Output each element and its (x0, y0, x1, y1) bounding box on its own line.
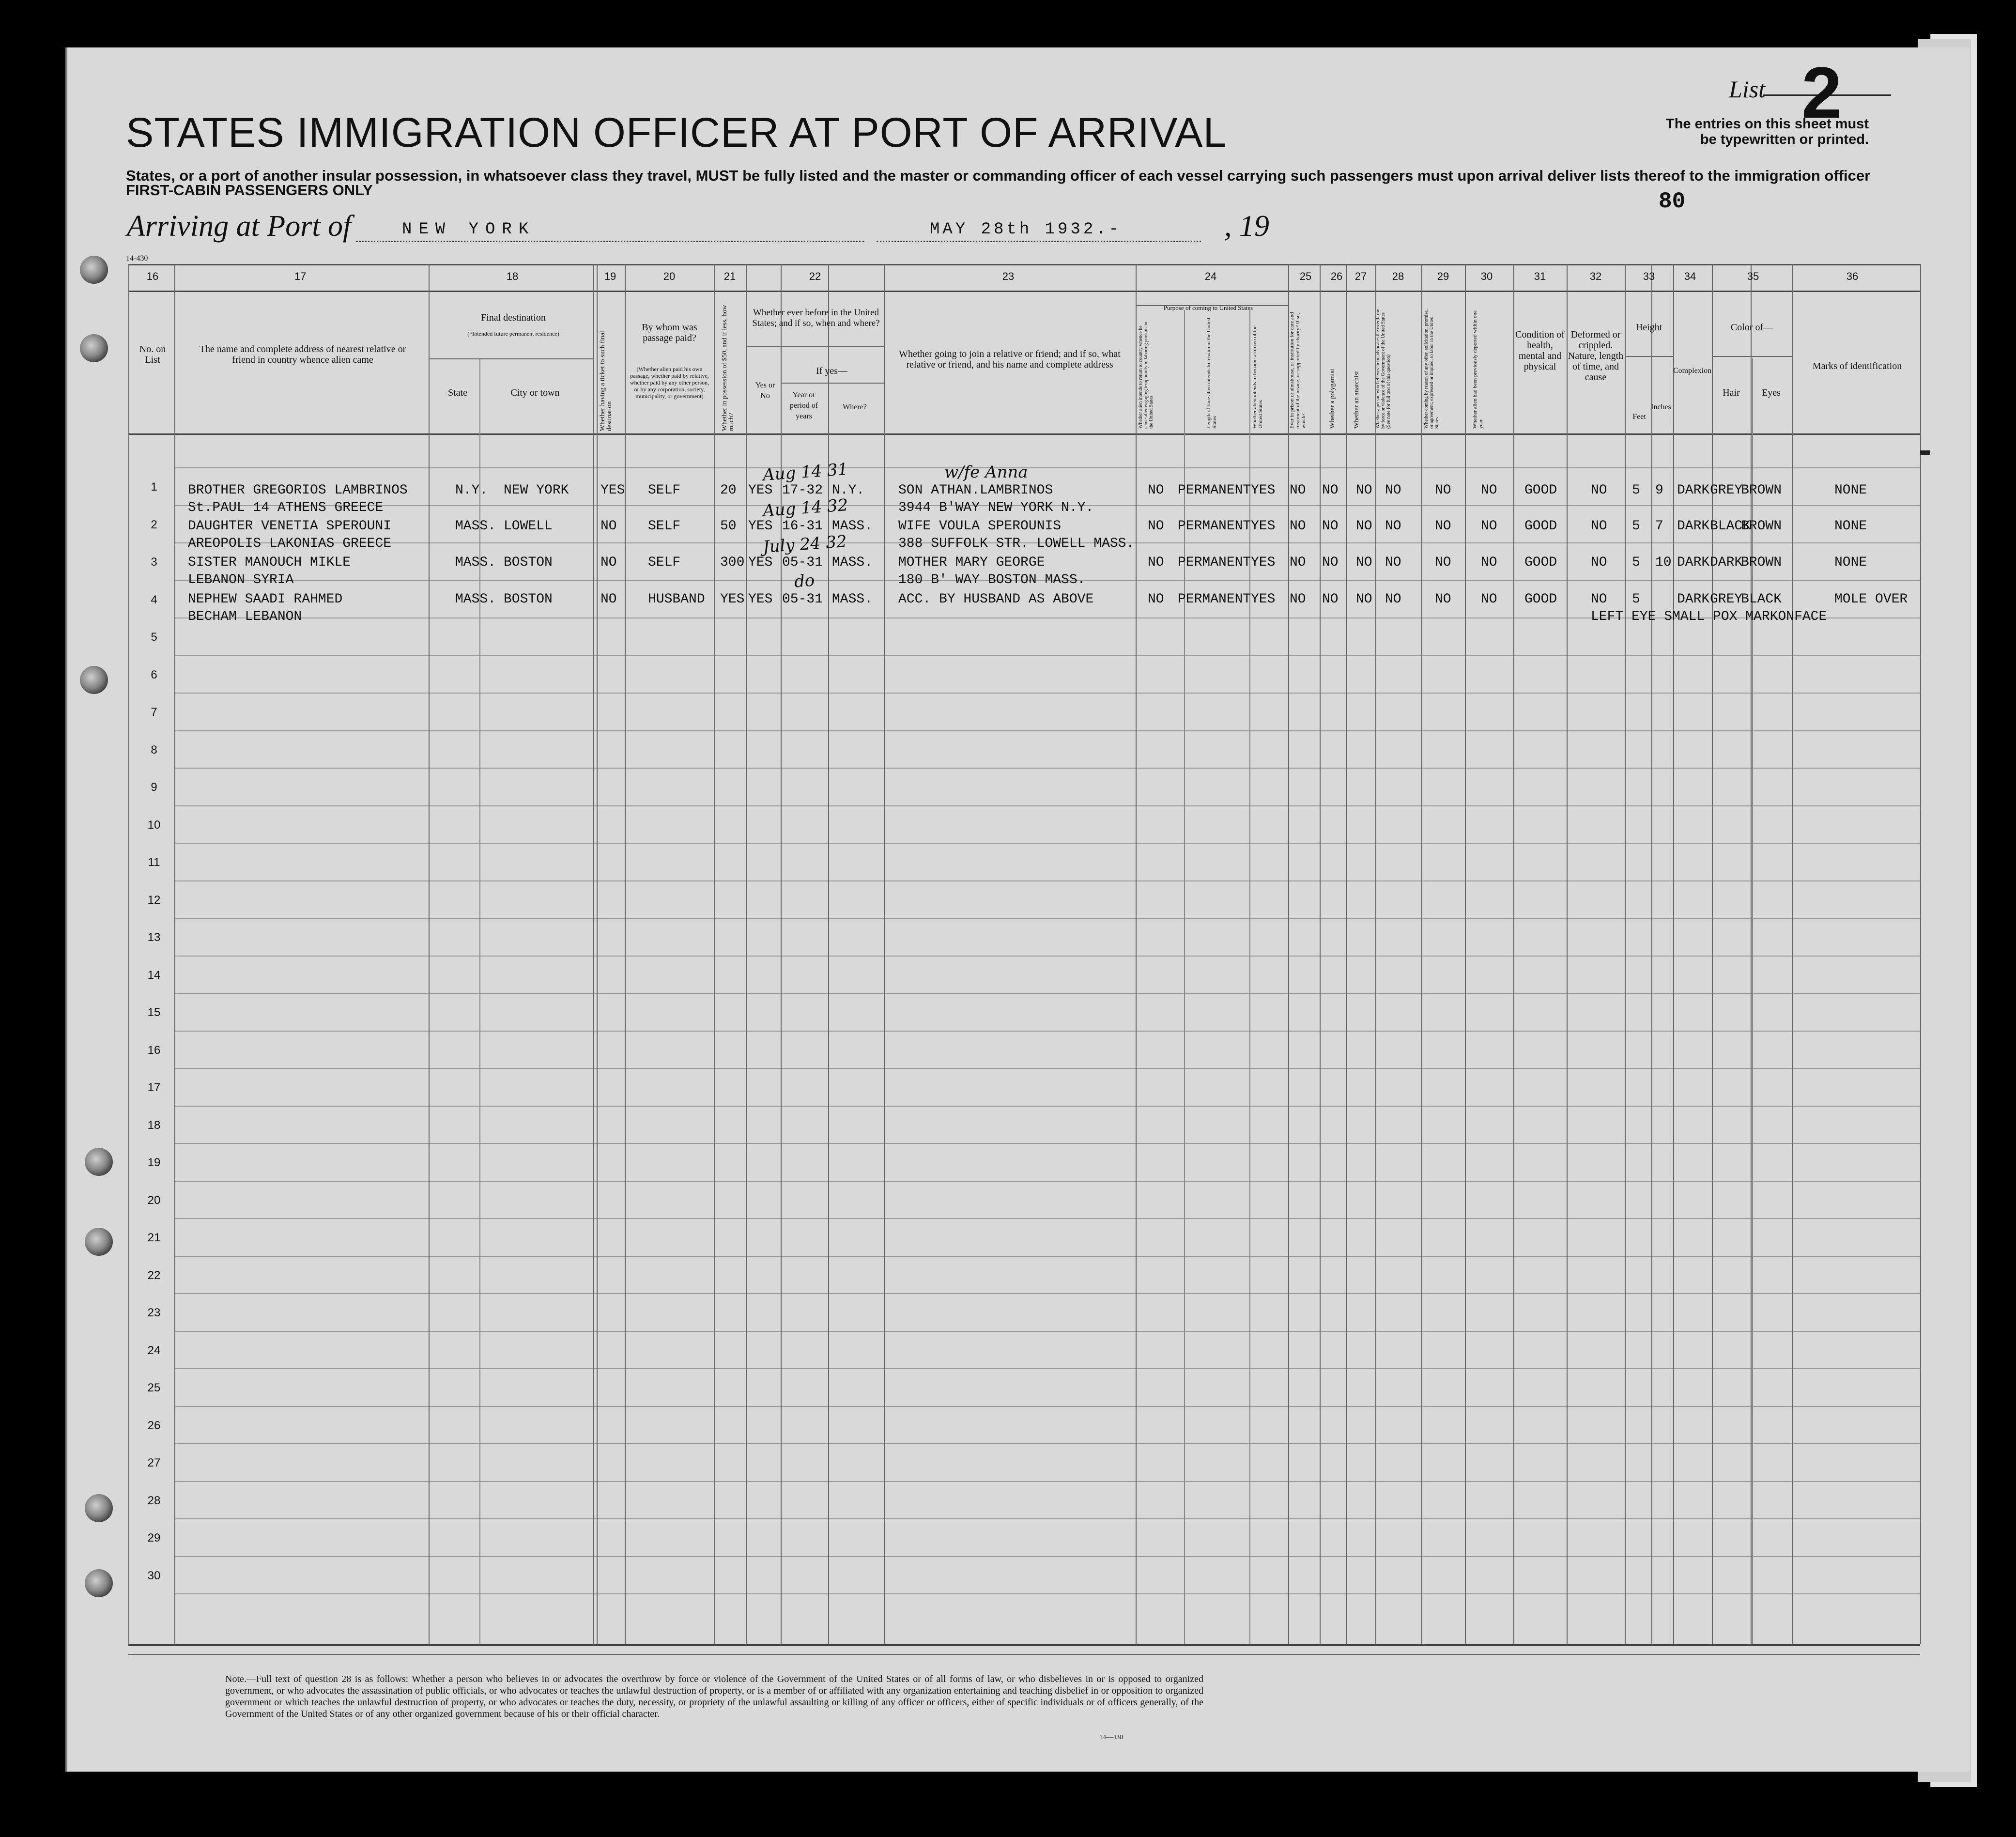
relative-name: BROTHER GREGORIOS LAMBRINOS (188, 483, 408, 498)
intends-return: NO (1148, 592, 1164, 607)
column-number: 19 (604, 270, 616, 282)
row-rule (174, 1556, 1920, 1557)
row-rule (174, 1481, 1920, 1482)
row-number: 13 (147, 931, 161, 944)
q30-value: NO (1481, 483, 1497, 498)
binder-hole (80, 334, 108, 362)
row-rule (174, 730, 1920, 731)
column-rule (746, 264, 747, 1644)
anarchist-value: NO (1356, 592, 1372, 607)
header-subrule (1712, 356, 1792, 357)
q30-value: NO (1481, 555, 1497, 570)
footnote: Note.—Full text of question 28 is as follows: Whether a person who believes in or advocates the overthrow by force or violence of the Government of the United States or of all forms of law, or who disbelieves in or is opposed to organized government, or who advocates the assassination of public officials, or who advocates or teaches the unlawful destruction of property, or is a member of or affiliated with any organization entertaining and teaching disbelief in or opposition to organized government or which teaches the unlawful destruction of property, or who advocates or teaches the duty, necessity, or propriety of the unlawful assaulting or killing of any officer or officers, either of specific individuals or of officers generally, of the Government of the United States or of any other organized government because of his or their official character. (225, 1674, 1203, 1719)
column-number: 25 (1299, 270, 1312, 282)
intends-return: NO (1148, 555, 1164, 570)
table-rule (128, 1654, 1920, 1655)
column-subrule (1249, 310, 1250, 1644)
prison-value: NO (1290, 555, 1306, 570)
header-marks: Marks of identification (1812, 361, 1902, 371)
arriving-label: Arriving at Port of (127, 210, 352, 243)
height-inches: 10 (1655, 555, 1672, 570)
column-rule (1288, 264, 1289, 1644)
complexion-value: DARK (1677, 592, 1710, 607)
year-label: , 19 (1224, 210, 1269, 243)
q28-value: NO (1385, 483, 1401, 498)
header-length-stay: Length of time alien intends to remain in the United States (1206, 318, 1217, 429)
row-rule (174, 1218, 1920, 1219)
footnote-code: 14—430 (1099, 1734, 1123, 1741)
column-rule (1920, 264, 1921, 1644)
handwritten-annotation: Aug 14 31 (762, 459, 849, 485)
ticket-value: NO (600, 519, 617, 534)
column-rule (884, 264, 885, 1644)
handwritten-annotation: Aug 14 32 (762, 495, 849, 521)
identification-marks: NONE (1834, 519, 1867, 534)
handwritten-annotation: w/fe Anna (944, 463, 1028, 482)
header-height: Height (1635, 322, 1662, 333)
join-address: 388 SUFFOLK STR. LOWELL MASS. (898, 536, 1135, 551)
column-rule (429, 264, 430, 1644)
column-rule (128, 264, 129, 1644)
header-feet: Feet (1632, 413, 1646, 421)
column-number: 20 (663, 270, 676, 282)
money-value: 20 (720, 483, 737, 498)
column-number: 31 (1534, 270, 1546, 282)
port-line (356, 241, 864, 242)
row-number: 21 (147, 1231, 161, 1244)
page-stamp: 80 (1659, 189, 1686, 214)
passage-paid-by: SELF (648, 483, 681, 498)
row-number: 24 (147, 1343, 161, 1357)
identification-marks: NONE (1834, 483, 1867, 498)
row-number: 18 (147, 1118, 161, 1132)
binder-hole (85, 1494, 113, 1522)
column-rule (1751, 264, 1752, 1644)
q28-value: NO (1385, 519, 1401, 534)
header-relative-address: The name and complete address of nearest relative or friend in country whence alien came (199, 344, 406, 365)
hair-color: BLACK (1710, 519, 1751, 534)
column-rule (714, 264, 715, 1644)
row-number: 23 (147, 1306, 161, 1319)
column-rule (1346, 264, 1347, 1644)
column-rule (1651, 264, 1652, 1644)
row-rule (174, 1406, 1920, 1407)
column-number: 32 (1589, 270, 1602, 282)
column-number: 30 (1480, 270, 1493, 282)
ticket-value: YES (600, 483, 625, 498)
column-rule (597, 264, 598, 1644)
row-number: 26 (147, 1419, 161, 1432)
q29-value: NO (1435, 483, 1451, 498)
ticket-value: NO (600, 555, 617, 570)
header-complexion: Complexion (1673, 367, 1712, 375)
anarchist-value: NO (1356, 555, 1372, 570)
intends-return: NO (1148, 483, 1164, 498)
identification-marks: MOLE OVER (1834, 592, 1908, 607)
header-final-destination: Final destination (481, 312, 546, 323)
binder-hole (85, 1569, 113, 1597)
prison-value: NO (1290, 483, 1306, 498)
column-subrule (1184, 310, 1185, 1644)
relative-name: SISTER MANOUCH MIKLE (188, 555, 351, 570)
row-rule (174, 1031, 1920, 1032)
height-feet: 5 (1632, 519, 1640, 534)
year-in-us: 05-31 (782, 555, 823, 570)
header-subrule (781, 383, 884, 384)
height-feet: 5 (1632, 483, 1640, 498)
join-relative: WIFE VOULA SPEROUNIS (898, 519, 1062, 534)
column-rule (1625, 264, 1626, 1644)
before-in-us: YES (748, 483, 773, 498)
header-q29: Whether coming by reason of any offer, solicitation, promise, or agreement, expressed or implied, to labor in the United States (1424, 309, 1440, 429)
column-number: 21 (723, 270, 736, 282)
row-rule (174, 1368, 1920, 1369)
column-rule (1320, 264, 1321, 1644)
header-subrule (1625, 356, 1673, 357)
health-value: GOOD (1524, 555, 1557, 570)
column-number: 26 (1330, 270, 1343, 282)
entries-note (1666, 116, 1869, 147)
header-deformed: Deformed or crippled. Nature, length of time, and cause (1568, 329, 1624, 383)
manifest-sheet (65, 47, 1970, 1772)
column-number: 33 (1643, 270, 1655, 282)
destination-state: N.Y. (455, 483, 488, 498)
column-number: 17 (294, 270, 307, 282)
where-in-us: MASS. (832, 555, 873, 570)
header-city: City or town (510, 387, 560, 398)
header-destination-note: (*Intended future permanent residence) (467, 330, 559, 337)
year-in-us: 05-31 (782, 592, 823, 607)
year-in-us: 17-32 (782, 483, 823, 498)
column-number: 23 (1002, 270, 1015, 282)
header-hair: Hair (1723, 387, 1740, 398)
column-number: 27 (1354, 270, 1367, 282)
row-number: 3 (151, 556, 157, 569)
column-number: 34 (1684, 270, 1696, 282)
height-feet: 5 (1632, 592, 1640, 607)
row-rule (174, 1256, 1920, 1257)
row-rule (174, 693, 1920, 694)
row-rule (174, 1068, 1920, 1069)
intends-citizen: YES (1251, 555, 1276, 570)
header-money: Whether in possession of $50, and if less, how much? (721, 305, 735, 431)
header-q28: Whether a person who believes in or advocates the overthrow by force or violence of the Government of the United States (See note for full text of this question) (1375, 309, 1391, 429)
row-number: 16 (147, 1043, 161, 1057)
handwritten-annotation: do (793, 571, 816, 592)
where-in-us: MASS. (832, 592, 873, 607)
money-value: YES (720, 592, 745, 607)
binder-hole (85, 1228, 113, 1256)
health-value: GOOD (1524, 592, 1557, 607)
row-rule (174, 843, 1920, 844)
row-rule (174, 655, 1920, 656)
form-code: 14-430 (126, 254, 148, 262)
hair-color: DARK (1710, 555, 1743, 570)
row-rule (174, 1293, 1920, 1294)
header-purpose: Purpose of coming to United States (1163, 304, 1253, 311)
hair-color: GREY (1710, 592, 1743, 607)
polygamist-value: NO (1322, 592, 1339, 607)
anarchist-value: NO (1356, 483, 1372, 498)
join-relative: ACC. BY HUSBAND AS ABOVE (898, 592, 1094, 607)
cabin-class-label: FIRST-CABIN PASSENGERS ONLY (126, 182, 373, 199)
where-in-us: MASS. (832, 519, 873, 534)
row-rule (174, 880, 1920, 881)
passage-paid-by: SELF (648, 519, 681, 534)
row-rule (174, 1331, 1920, 1332)
row-rule (174, 768, 1920, 769)
intends-citizen: YES (1251, 519, 1276, 534)
header-subrule (429, 358, 593, 359)
header-year: Year or period of years (789, 391, 818, 420)
row-rule (174, 1593, 1920, 1594)
destination-state: MASS. (455, 592, 496, 607)
header-prison: Ever in prison or almshouse, or institution for care and treatment of the insane, or supported by charity? If so, which? (1289, 312, 1307, 429)
row-number: 28 (147, 1494, 161, 1507)
row-number: 22 (147, 1268, 161, 1282)
row-number: 1 (151, 480, 157, 494)
column-subrule (479, 358, 480, 1644)
height-inches: 7 (1655, 519, 1663, 534)
row-number: 15 (147, 1006, 161, 1019)
join-address: 180 B' WAY BOSTON MASS. (898, 572, 1086, 587)
column-number: 35 (1747, 270, 1759, 282)
eye-color: BROWN (1741, 519, 1782, 534)
header-color: Color of— (1730, 322, 1773, 333)
header-yes-no: Yes or No (755, 381, 775, 400)
column-rule (1673, 264, 1674, 1644)
column-number: 16 (146, 270, 159, 282)
column-rule (1712, 264, 1713, 1644)
row-number: 19 (147, 1156, 161, 1169)
identification-marks-continued: LEFT EYE SMALL POX MARKONFACE (1591, 609, 1827, 624)
money-value: 300 (720, 555, 745, 570)
header-passage-note: (Whether alien paid his own passage, whether paid by relative, whether paid by any other person, or by any corporation, society, municipality, or government) (630, 366, 709, 400)
destination-state: MASS. (455, 555, 496, 570)
row-rule (174, 956, 1920, 957)
destination-city: BOSTON (504, 592, 553, 607)
row-number: 8 (151, 743, 157, 756)
health-value: GOOD (1524, 519, 1557, 534)
row-number: 14 (147, 968, 161, 982)
document-title: STATES IMMIGRATION OFFICER AT PORT OF ARRIVAL (126, 109, 1227, 156)
row-number: 29 (147, 1531, 161, 1544)
row-number: 20 (147, 1193, 161, 1207)
binder-hole (80, 256, 108, 284)
q30-value: NO (1481, 592, 1497, 607)
header-passage-paid: By whom was passage paid? (642, 322, 697, 343)
q29-value: NO (1435, 592, 1451, 607)
polygamist-value: NO (1322, 483, 1339, 498)
column-number: 24 (1204, 270, 1217, 282)
list-label: List (1729, 76, 1766, 103)
intends-citizen: YES (1251, 483, 1276, 498)
before-in-us: YES (748, 592, 773, 607)
prison-value: NO (1290, 592, 1306, 607)
instructions-line: States, or a port of another insular possession, in whatsoever class they travel, MUST be fully listed and the master or commanding officer of each vessel carrying such passengers must upon arrival deliver lists thereof to the immigration officer (126, 167, 1871, 184)
passage-paid-by: HUSBAND (648, 592, 705, 607)
date-line (877, 241, 1201, 242)
header-citizen: Whether alien intends to become a citizen of the United States (1252, 325, 1263, 429)
row-rule (174, 467, 1920, 468)
column-number: 18 (506, 270, 519, 282)
row-rule (174, 993, 1920, 994)
column-rule (1465, 264, 1466, 1644)
destination-state: MASS. (455, 519, 496, 534)
polygamist-value: NO (1322, 555, 1339, 570)
entries-note-line: be typewritten or printed. (1700, 132, 1869, 147)
intends-return: NO (1148, 519, 1164, 534)
edge-mark (1920, 450, 1930, 455)
row-number: 11 (148, 856, 160, 869)
length-of-stay: PERMANENT (1178, 483, 1251, 498)
row-number: 12 (147, 893, 161, 907)
q29-value: NO (1435, 555, 1451, 570)
binder-hole (80, 666, 108, 694)
eye-color: BLACK (1741, 592, 1782, 607)
column-rule (1567, 264, 1568, 1644)
column-rule (1421, 264, 1422, 1644)
row-number: 6 (151, 668, 157, 681)
q30-value: NO (1481, 519, 1497, 534)
header-q30: Whether alien had been previously deported within one year (1472, 310, 1484, 429)
row-number: 10 (147, 818, 161, 832)
row-number: 5 (151, 631, 157, 644)
before-in-us: YES (748, 519, 773, 534)
column-rule (625, 264, 626, 1644)
row-number: 25 (147, 1381, 161, 1394)
height-feet: 5 (1632, 555, 1640, 570)
header-before-us: Whether ever before in the United States; and if so, when and where? (752, 308, 880, 328)
column-number: 29 (1437, 270, 1449, 282)
deformed-value: NO (1591, 483, 1607, 498)
header-join-relative: Whether going to join a relative or friend; and if so, what relative or friend, and his name and complete address (899, 349, 1121, 370)
ticket-value: NO (600, 592, 617, 607)
row-number: 30 (147, 1569, 161, 1582)
port-value: NEW YORK (402, 220, 536, 239)
relative-address: LEBANON SYRIA (188, 572, 294, 587)
relative-address: St.PAUL 14 ATHENS GREECE (188, 500, 384, 515)
column-number: 22 (809, 270, 821, 282)
q28-value: NO (1385, 555, 1401, 570)
before-in-us: YES (748, 555, 773, 570)
column-rule (174, 264, 175, 1644)
complexion-value: DARK (1677, 483, 1710, 498)
list-number: 2 (1801, 52, 1842, 133)
row-rule (174, 1518, 1920, 1519)
join-relative: SON ATHAN.LAMBRINOS (898, 483, 1053, 498)
column-rule (1792, 264, 1793, 1644)
eye-color: BROWN (1741, 483, 1782, 498)
hair-color: GREY (1710, 483, 1743, 498)
deformed-value: NO (1591, 555, 1607, 570)
column-rule (1513, 264, 1514, 1644)
header-ticket: Whether having a ticket to such final destination (599, 331, 613, 431)
identification-marks: NONE (1834, 555, 1867, 570)
destination-city: NEW YORK (504, 483, 569, 498)
table-rule (128, 1644, 1920, 1646)
eye-color: BROWN (1741, 555, 1782, 570)
column-subrule (1752, 358, 1753, 1644)
join-relative: MOTHER MARY GEORGE (898, 555, 1045, 570)
relative-name: NEPHEW SAADI RAHMED (188, 592, 343, 607)
header-eyes: Eyes (1762, 387, 1781, 398)
deformed-value: NO (1591, 592, 1607, 607)
entries-note-line: The entries on this sheet must (1666, 116, 1869, 132)
q29-value: NO (1435, 519, 1451, 534)
health-value: GOOD (1524, 483, 1557, 498)
header-where: Where? (843, 403, 867, 411)
row-number: 17 (147, 1081, 161, 1094)
column-number: 36 (1846, 270, 1859, 282)
column-number: 28 (1392, 270, 1404, 282)
row-rule (174, 805, 1920, 806)
relative-address: AREOPOLIS LAKONIAS GREECE (188, 536, 392, 551)
row-number: 7 (151, 706, 157, 719)
row-rule (174, 1106, 1920, 1107)
header-if-yes: If yes— (816, 366, 847, 376)
header-anarchist: Whether an anarchist (1353, 371, 1360, 429)
header-polygamist: Whether a polygamist (1329, 369, 1336, 429)
header-state: State (448, 387, 467, 398)
row-number: 4 (151, 593, 157, 606)
year-in-us: 16-31 (782, 519, 823, 534)
handwritten-annotation: July 24 32 (762, 531, 847, 557)
polygamist-value: NO (1322, 519, 1339, 534)
join-address: 3944 B'WAY NEW YORK N.Y. (898, 500, 1094, 515)
height-inches: 9 (1655, 483, 1663, 498)
column-rule (1375, 264, 1376, 1644)
row-number: 27 (147, 1456, 161, 1469)
length-of-stay: PERMANENT (1178, 519, 1251, 534)
row-rule (174, 1181, 1920, 1182)
length-of-stay: PERMANENT (1178, 555, 1251, 570)
anarchist-value: NO (1356, 519, 1372, 534)
header-intends-return: Whether alien intends to return to country whence he came after engaging temporarily in laboring pursuits in the United States (1138, 322, 1154, 429)
relative-address: BECHAM LEBANON (188, 609, 302, 624)
deformed-value: NO (1591, 519, 1607, 534)
row-rule (174, 1143, 1920, 1144)
money-value: 50 (720, 519, 737, 534)
row-rule (174, 1443, 1920, 1444)
header-no-on-list: No. on List (139, 344, 166, 365)
column-rule (593, 264, 594, 1644)
header-inches: Inches (1651, 403, 1671, 411)
prison-value: NO (1290, 519, 1306, 534)
intends-citizen: YES (1251, 592, 1276, 607)
destination-city: BOSTON (504, 555, 553, 570)
destination-city: LOWELL (504, 519, 553, 534)
passage-paid-by: SELF (648, 555, 681, 570)
length-of-stay: PERMANENT (1178, 592, 1251, 607)
row-number: 9 (151, 781, 157, 794)
row-rule (174, 918, 1920, 919)
q28-value: NO (1385, 592, 1401, 607)
arrival-date: MAY 28th 1932.- (930, 220, 1122, 239)
column-rule (1136, 264, 1137, 1644)
binder-hole (85, 1148, 113, 1176)
complexion-value: DARK (1677, 519, 1710, 534)
where-in-us: N.Y. (832, 483, 865, 498)
relative-name: DAUGHTER VENETIA SPEROUNI (188, 519, 392, 534)
row-number: 2 (151, 518, 157, 531)
header-health: Condition of health, mental and physical (1515, 329, 1565, 372)
complexion-value: DARK (1677, 555, 1710, 570)
header-subrule (746, 346, 884, 347)
